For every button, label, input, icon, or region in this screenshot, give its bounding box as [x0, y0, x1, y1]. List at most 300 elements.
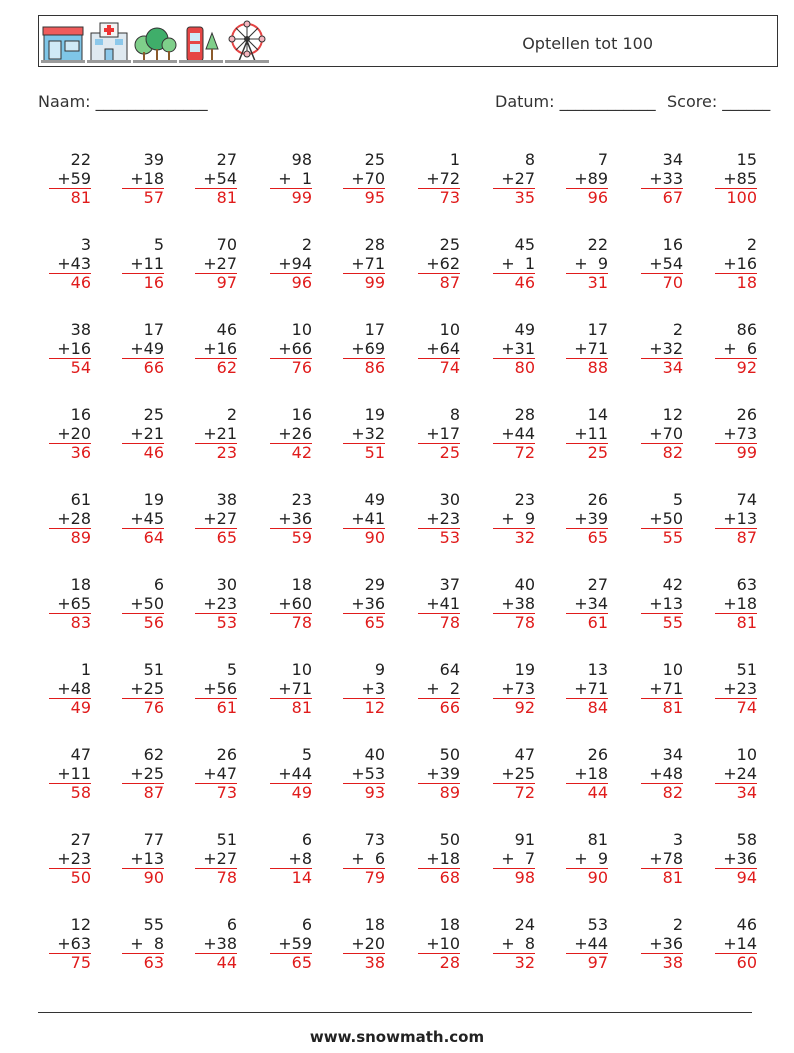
second-addend: +45 [130, 509, 164, 528]
first-addend: 1 [80, 660, 91, 679]
first-addend: 6 [301, 830, 312, 849]
addition-problem [114, 575, 164, 632]
second-addend: +36 [278, 509, 312, 528]
answer: 78 [270, 613, 312, 632]
answer: 78 [418, 613, 460, 632]
answer: 81 [195, 188, 237, 207]
second-addend: +49 [130, 339, 164, 358]
addition-problem [41, 150, 91, 207]
answer: 82 [641, 443, 683, 462]
answer: 54 [49, 358, 91, 377]
addition-problem [633, 575, 683, 632]
first-addend: 26 [587, 745, 608, 764]
addition-problem [187, 490, 237, 547]
first-addend: 24 [514, 915, 535, 934]
second-addend: + 6 [351, 849, 385, 868]
first-addend: 64 [439, 660, 460, 679]
answer: 81 [270, 698, 312, 717]
addition-problem [335, 830, 385, 887]
first-addend: 39 [143, 150, 164, 169]
first-addend: 51 [736, 660, 757, 679]
addition-problem [707, 405, 757, 462]
addition-problem [262, 830, 312, 887]
first-addend: 19 [143, 490, 164, 509]
first-addend: 10 [736, 745, 757, 764]
second-addend: +18 [574, 764, 608, 783]
second-addend: +72 [426, 169, 460, 188]
answer: 80 [493, 358, 535, 377]
second-addend: +27 [203, 254, 237, 273]
addition-problem [114, 915, 164, 972]
second-addend: +36 [649, 934, 683, 953]
addition-problem [335, 405, 385, 462]
first-addend: 7 [597, 150, 608, 169]
first-addend: 19 [514, 660, 535, 679]
first-addend: 38 [216, 490, 237, 509]
first-addend: 16 [291, 405, 312, 424]
answer: 67 [641, 188, 683, 207]
second-addend: +50 [649, 509, 683, 528]
addition-problem [187, 660, 237, 717]
addition-problem [633, 830, 683, 887]
second-addend: +18 [426, 849, 460, 868]
answer: 88 [566, 358, 608, 377]
answer: 34 [715, 783, 757, 802]
addition-problem [114, 320, 164, 377]
first-addend: 6 [153, 575, 164, 594]
answer: 97 [566, 953, 608, 972]
second-addend: +85 [723, 169, 757, 188]
first-addend: 1 [449, 150, 460, 169]
answer: 31 [566, 273, 608, 292]
first-addend: 29 [364, 575, 385, 594]
answer: 35 [493, 188, 535, 207]
first-addend: 34 [662, 745, 683, 764]
first-addend: 26 [736, 405, 757, 424]
answer: 87 [715, 528, 757, 547]
addition-problem [187, 830, 237, 887]
second-addend: +64 [426, 339, 460, 358]
answer: 28 [418, 953, 460, 972]
ferris-wheel-icon [225, 19, 269, 65]
answer: 94 [715, 868, 757, 887]
answer: 65 [270, 953, 312, 972]
answer: 73 [418, 188, 460, 207]
addition-problem [558, 320, 608, 377]
answer: 55 [641, 613, 683, 632]
first-addend: 18 [70, 575, 91, 594]
first-addend: 18 [291, 575, 312, 594]
second-addend: +8 [288, 849, 312, 868]
second-addend: + 9 [501, 509, 535, 528]
answer: 74 [418, 358, 460, 377]
answer: 65 [343, 613, 385, 632]
addition-problem [335, 150, 385, 207]
answer: 46 [493, 273, 535, 292]
answer: 78 [493, 613, 535, 632]
answer: 89 [49, 528, 91, 547]
answer: 73 [195, 783, 237, 802]
first-addend: 25 [364, 150, 385, 169]
second-addend: + 7 [501, 849, 535, 868]
answer: 44 [195, 953, 237, 972]
addition-problem [707, 490, 757, 547]
addition-problem [410, 830, 460, 887]
answer: 68 [418, 868, 460, 887]
addition-problem [558, 405, 608, 462]
first-addend: 46 [216, 320, 237, 339]
second-addend: +27 [203, 509, 237, 528]
second-addend: +66 [278, 339, 312, 358]
addition-problem [410, 405, 460, 462]
answer: 49 [270, 783, 312, 802]
second-addend: +89 [574, 169, 608, 188]
addition-problem [335, 660, 385, 717]
answer: 12 [343, 698, 385, 717]
addition-problem [558, 660, 608, 717]
second-addend: +13 [130, 849, 164, 868]
addition-problem [335, 575, 385, 632]
answer: 99 [270, 188, 312, 207]
second-addend: +16 [723, 254, 757, 273]
first-addend: 5 [153, 235, 164, 254]
second-addend: +18 [723, 594, 757, 613]
first-addend: 55 [143, 915, 164, 934]
second-addend: +25 [501, 764, 535, 783]
answer: 61 [566, 613, 608, 632]
answer: 50 [49, 868, 91, 887]
first-addend: 51 [216, 830, 237, 849]
addition-problem [633, 150, 683, 207]
answer: 60 [715, 953, 757, 972]
addition-problem [262, 405, 312, 462]
addition-problem [485, 575, 535, 632]
second-addend: + 6 [723, 339, 757, 358]
answer: 32 [493, 528, 535, 547]
addition-problem [335, 320, 385, 377]
addition-problem [485, 320, 535, 377]
first-addend: 10 [439, 320, 460, 339]
addition-problem [41, 320, 91, 377]
addition-problem [707, 575, 757, 632]
header-box [38, 15, 778, 67]
second-addend: +59 [278, 934, 312, 953]
answer: 100 [715, 188, 757, 207]
second-addend: +16 [57, 339, 91, 358]
second-addend: + 8 [130, 934, 164, 953]
second-addend: +48 [57, 679, 91, 698]
first-addend: 6 [226, 915, 237, 934]
second-addend: + 1 [278, 169, 312, 188]
addition-problem [633, 490, 683, 547]
second-addend: +39 [426, 764, 460, 783]
addition-problem [633, 405, 683, 462]
first-addend: 8 [524, 150, 535, 169]
first-addend: 74 [736, 490, 757, 509]
second-addend: +20 [351, 934, 385, 953]
addition-problem [114, 235, 164, 292]
first-addend: 22 [70, 150, 91, 169]
answer: 57 [122, 188, 164, 207]
addition-problem [558, 915, 608, 972]
addition-problem [262, 915, 312, 972]
addition-problem [262, 660, 312, 717]
addition-problem [558, 235, 608, 292]
second-addend: +71 [574, 339, 608, 358]
phone-booth-icon [179, 19, 223, 65]
second-addend: +65 [57, 594, 91, 613]
second-addend: +41 [351, 509, 385, 528]
answer: 59 [270, 528, 312, 547]
addition-problem [262, 490, 312, 547]
second-addend: +71 [351, 254, 385, 273]
first-addend: 49 [514, 320, 535, 339]
second-addend: +31 [501, 339, 535, 358]
addition-problem [485, 405, 535, 462]
second-addend: +71 [649, 679, 683, 698]
first-addend: 10 [291, 320, 312, 339]
first-addend: 26 [587, 490, 608, 509]
first-addend: 58 [736, 830, 757, 849]
second-addend: +34 [574, 594, 608, 613]
second-addend: +56 [203, 679, 237, 698]
addition-problem [335, 235, 385, 292]
addition-problem [410, 320, 460, 377]
answer: 83 [49, 613, 91, 632]
answer: 90 [566, 868, 608, 887]
addition-problem [262, 320, 312, 377]
answer: 14 [270, 868, 312, 887]
addition-problem [114, 745, 164, 802]
second-addend: +62 [426, 254, 460, 273]
first-addend: 2 [672, 915, 683, 934]
second-addend: +11 [574, 424, 608, 443]
second-addend: + 8 [501, 934, 535, 953]
addition-problem [41, 745, 91, 802]
answer: 49 [49, 698, 91, 717]
second-addend: +73 [723, 424, 757, 443]
answer: 96 [270, 273, 312, 292]
first-addend: 98 [291, 150, 312, 169]
addition-problem [633, 915, 683, 972]
answer: 90 [122, 868, 164, 887]
first-addend: 37 [439, 575, 460, 594]
first-addend: 73 [364, 830, 385, 849]
addition-problem [187, 235, 237, 292]
addition-problem [707, 150, 757, 207]
trees-icon [133, 19, 177, 65]
answer: 63 [122, 953, 164, 972]
addition-problem [41, 830, 91, 887]
first-addend: 22 [587, 235, 608, 254]
answer: 42 [270, 443, 312, 462]
addition-problem [485, 915, 535, 972]
addition-problem [262, 150, 312, 207]
second-addend: +70 [351, 169, 385, 188]
answer: 36 [49, 443, 91, 462]
second-addend: +23 [723, 679, 757, 698]
second-addend: +38 [501, 594, 535, 613]
addition-problem [187, 320, 237, 377]
addition-problem [41, 235, 91, 292]
second-addend: +41 [426, 594, 460, 613]
first-addend: 53 [587, 915, 608, 934]
first-addend: 17 [364, 320, 385, 339]
answer: 18 [715, 273, 757, 292]
answer: 87 [418, 273, 460, 292]
first-addend: 51 [143, 660, 164, 679]
first-addend: 91 [514, 830, 535, 849]
first-addend: 27 [587, 575, 608, 594]
answer: 70 [641, 273, 683, 292]
second-addend: +20 [57, 424, 91, 443]
answer: 89 [418, 783, 460, 802]
answer: 90 [343, 528, 385, 547]
first-addend: 2 [226, 405, 237, 424]
second-addend: +27 [501, 169, 535, 188]
second-addend: +36 [351, 594, 385, 613]
second-addend: +10 [426, 934, 460, 953]
second-addend: +13 [649, 594, 683, 613]
second-addend: +18 [130, 169, 164, 188]
first-addend: 10 [291, 660, 312, 679]
second-addend: +3 [361, 679, 385, 698]
first-addend: 40 [364, 745, 385, 764]
answer: 44 [566, 783, 608, 802]
answer: 34 [641, 358, 683, 377]
addition-problem [410, 745, 460, 802]
second-addend: +23 [203, 594, 237, 613]
first-addend: 25 [143, 405, 164, 424]
answer: 82 [641, 783, 683, 802]
addition-problem [707, 235, 757, 292]
first-addend: 28 [364, 235, 385, 254]
addition-problem [707, 320, 757, 377]
answer: 74 [715, 698, 757, 717]
first-addend: 62 [143, 745, 164, 764]
second-addend: +32 [351, 424, 385, 443]
addition-problem [262, 575, 312, 632]
first-addend: 23 [291, 490, 312, 509]
first-addend: 17 [143, 320, 164, 339]
addition-problem [262, 235, 312, 292]
addition-problem [485, 490, 535, 547]
answer: 23 [195, 443, 237, 462]
first-addend: 3 [80, 235, 91, 254]
second-addend: + 9 [574, 849, 608, 868]
first-addend: 5 [301, 745, 312, 764]
first-addend: 50 [439, 830, 460, 849]
worksheet-title: Optellen tot 100 [522, 34, 653, 53]
addition-problem [262, 745, 312, 802]
second-addend: +47 [203, 764, 237, 783]
second-addend: +17 [426, 424, 460, 443]
addition-problem [633, 660, 683, 717]
first-addend: 77 [143, 830, 164, 849]
first-addend: 26 [216, 745, 237, 764]
addition-problem [558, 575, 608, 632]
second-addend: + 2 [426, 679, 460, 698]
second-addend: +25 [130, 764, 164, 783]
first-addend: 70 [216, 235, 237, 254]
first-addend: 38 [70, 320, 91, 339]
second-addend: +53 [351, 764, 385, 783]
addition-problem [633, 745, 683, 802]
second-addend: + 9 [574, 254, 608, 273]
first-addend: 25 [439, 235, 460, 254]
answer: 95 [343, 188, 385, 207]
first-addend: 49 [364, 490, 385, 509]
second-addend: +60 [278, 594, 312, 613]
second-addend: +70 [649, 424, 683, 443]
second-addend: +71 [278, 679, 312, 698]
first-addend: 42 [662, 575, 683, 594]
first-addend: 86 [736, 320, 757, 339]
second-addend: +27 [203, 849, 237, 868]
addition-problem [187, 745, 237, 802]
second-addend: +54 [203, 169, 237, 188]
answer: 53 [195, 613, 237, 632]
answer: 72 [493, 783, 535, 802]
answer: 76 [122, 698, 164, 717]
second-addend: +23 [426, 509, 460, 528]
first-addend: 23 [514, 490, 535, 509]
second-addend: +38 [203, 934, 237, 953]
answer: 25 [566, 443, 608, 462]
first-addend: 28 [514, 405, 535, 424]
answer: 65 [566, 528, 608, 547]
first-addend: 30 [216, 575, 237, 594]
answer: 87 [122, 783, 164, 802]
answer: 46 [49, 273, 91, 292]
first-addend: 47 [70, 745, 91, 764]
first-addend: 19 [364, 405, 385, 424]
first-addend: 81 [587, 830, 608, 849]
first-addend: 46 [736, 915, 757, 934]
addition-problem [410, 660, 460, 717]
first-addend: 8 [449, 405, 460, 424]
footer-url: www.snowmath.com [309, 1028, 485, 1046]
hospital-icon [87, 19, 131, 65]
first-addend: 47 [514, 745, 535, 764]
answer: 62 [195, 358, 237, 377]
answer: 53 [418, 528, 460, 547]
first-addend: 2 [301, 235, 312, 254]
answer: 55 [641, 528, 683, 547]
answer: 81 [641, 698, 683, 717]
first-addend: 27 [70, 830, 91, 849]
addition-problem [485, 235, 535, 292]
answer: 61 [195, 698, 237, 717]
second-addend: +94 [278, 254, 312, 273]
addition-problem [335, 915, 385, 972]
second-addend: + 1 [501, 254, 535, 273]
addition-problem [410, 575, 460, 632]
first-addend: 18 [439, 915, 460, 934]
addition-problem [335, 745, 385, 802]
addition-problem [41, 660, 91, 717]
second-addend: +36 [723, 849, 757, 868]
first-addend: 2 [746, 235, 757, 254]
addition-problem [187, 405, 237, 462]
addition-problem [41, 490, 91, 547]
first-addend: 10 [662, 660, 683, 679]
answer: 92 [493, 698, 535, 717]
second-addend: +16 [203, 339, 237, 358]
answer: 78 [195, 868, 237, 887]
first-addend: 16 [70, 405, 91, 424]
first-addend: 15 [736, 150, 757, 169]
